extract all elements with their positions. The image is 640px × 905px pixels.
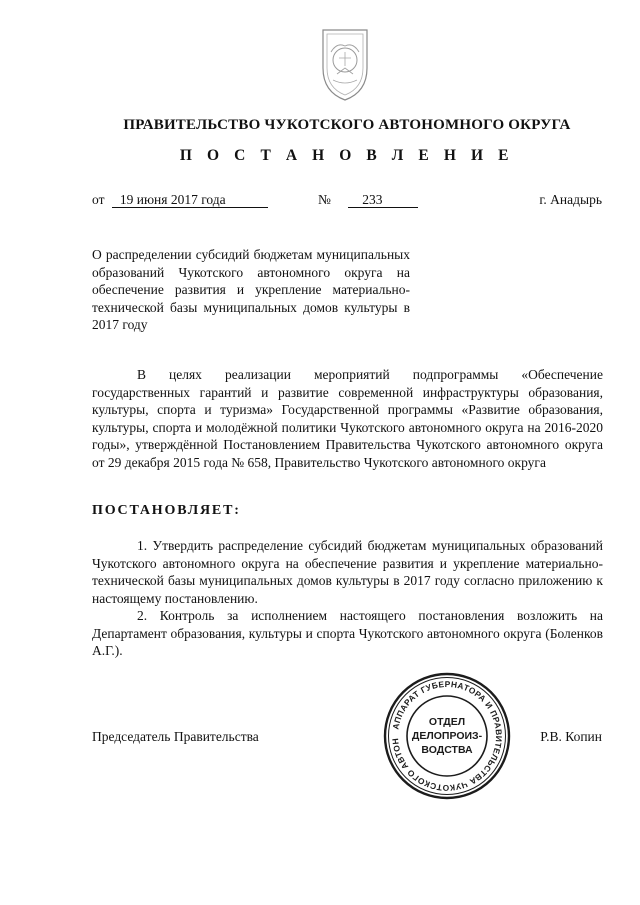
resolution-item: 1. Утвердить распределение субсидий бюджетам муниципальных образований Чукотского автономного округа на обеспечение развития и укрепление материально-технической базы муниципальных домов культуры в 2017 году согласно приложению к настоящему постановлению. [92, 538, 603, 606]
document-number [318, 192, 418, 208]
city: г. Анадырь [539, 192, 602, 207]
resolution-items [92, 537, 603, 660]
number-value: 233 [348, 193, 418, 208]
preamble: В целях реализации мероприятий подпрограммы «Обеспечение государственных гарантий и развитие современной инфраструктуры образования, культуры, спорта и туризма» Государственной программы «Развитие образования, культуры, спорта и молодёжной политики Чукотского автономного округа на 2016-2020 годы», утверждённой Постановлением Правительства Чукотского автономного округа от 29 декабря 2015 года № 658, Правительство Чукотского автономного округа [92, 367, 603, 470]
coat-of-arms-icon [309, 22, 381, 104]
document-date [92, 192, 268, 208]
government-title: ПРАВИТЕЛЬСТВО ЧУКОТСКОГО АВТОНОМНОГО ОКРУГА [123, 117, 571, 133]
date-value: 19 июня 2017 года [112, 193, 268, 208]
document-type: П О С Т А Н О В Л Е Н И Е [179, 147, 515, 164]
date-prefix: от [92, 192, 105, 207]
official-stamp [382, 671, 512, 801]
resolution-item: 2. Контроль за исполнением настоящего постановления возложить на Департамент образования, культуры и спорта Чукотского автономного округа (Боленков А.Г.). [92, 608, 603, 658]
number-prefix: № [318, 192, 331, 207]
document-subject: О распределении субсидий бюджетам муниципальных образований Чукотского автономного округа на обеспечение развития и укрепление материально-технической базы муниципальных домов культуры в 2017 году [92, 247, 410, 332]
stamp-line: ВОДСТВА [421, 744, 473, 756]
stamp-center [382, 715, 512, 757]
stamp-line: ОТДЕЛ [428, 716, 466, 728]
signatory-name: Р.В. Копин [540, 729, 602, 744]
stamp-ring-text: АППАРАТ ГУБЕРНАТОРА И ПРАВИТЕЛЬСТВА ЧУКОТСКОГО АВТОН [389, 678, 505, 794]
resolves-heading: ПОСТАНОВЛЯЕТ: [92, 503, 241, 518]
signatory-position: Председатель Правительства [92, 729, 259, 744]
stamp-line: ДЕЛОПРОИЗ- [411, 730, 483, 742]
